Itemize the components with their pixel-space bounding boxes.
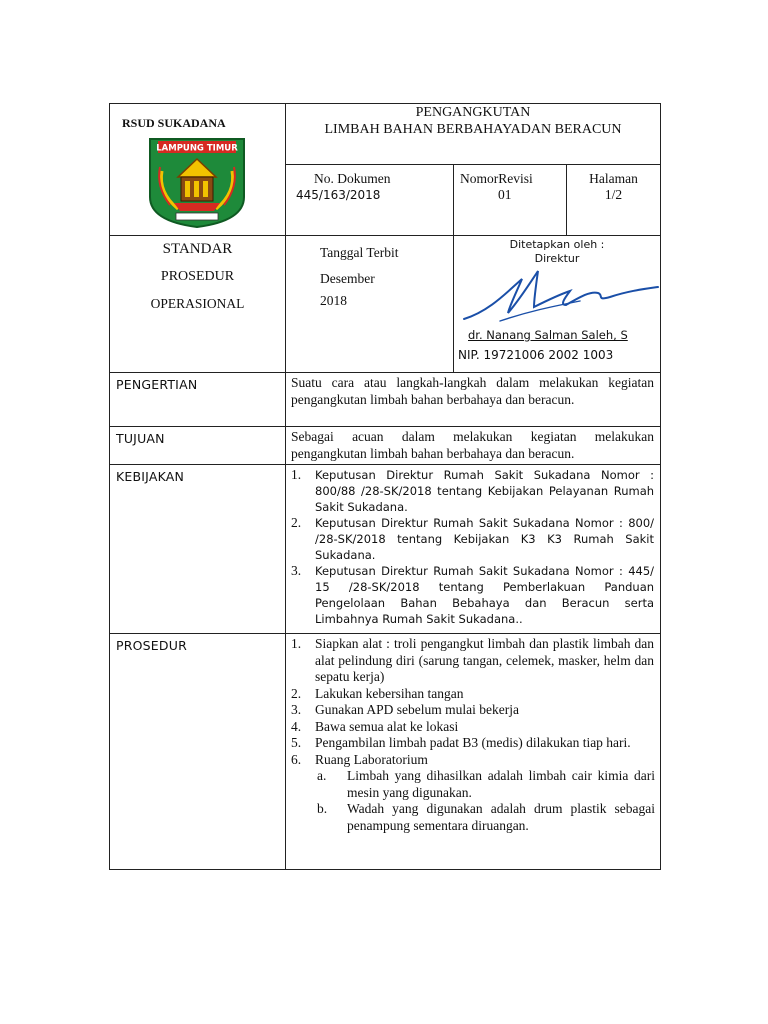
sop-operasional: OPERASIONAL [150, 296, 245, 311]
issue-date-cell [286, 236, 454, 373]
title-line-1: PENGANGKUTAN [415, 105, 531, 120]
issue-date-month: Desember [320, 271, 375, 286]
title-line-2: LIMBAH BAHAN BERBAHAYADAN BERACUN [324, 122, 622, 137]
prosedur-list [291, 636, 654, 768]
revision-value: 01 [498, 187, 512, 202]
issue-date-year: 2018 [320, 293, 347, 308]
list-item: 1. Keputusan Direktur Rumah Sakit Sukadana Nomor : 800/88 /28-SK/2018 tentang Kebijakan Pelayanan Rumah Sakit Sukadana. [291, 467, 655, 514]
doc-number-label: No. Dokumen [314, 171, 391, 186]
kebijakan-list [291, 467, 654, 627]
page-cell [567, 165, 661, 236]
revision-cell [454, 165, 567, 236]
list-item: 2. Keputusan Direktur Rumah Sakit Sukadana Nomor : 800/ /28-SK/2018 tentang Kebijakan K3 K3 Rumah Sakit Sukadana. [291, 515, 655, 562]
approver-title: Direktur [534, 252, 580, 265]
sop-label-cell [110, 236, 286, 373]
list-item: 1. Siapkan alat : troli pengangkut limbah dan plastik limbah dan alat pelindung diri (sarung tangan, celemek, masker, helm dan sepatu kerja) [291, 636, 655, 684]
list-item: 3. Keputusan Direktur Rumah Sakit Sukadana Nomor : 445/ 15 /28-SK/2018 tentang Pemberlakuan Panduan Pengelolaan Bahan Bebahaya dan Beracun serta Limbahnya Rumah Sakit Sukadana.. [291, 563, 655, 626]
list-item: 4. Bawa semua alat ke lokasi [291, 718, 459, 734]
kebijakan-label: KEBIJAKAN [110, 465, 286, 634]
sop-prosedur: PROSEDUR [160, 269, 235, 284]
approval-cell [454, 236, 661, 373]
lampung-timur-logo [148, 137, 285, 234]
prosedur-label: PROSEDUR [110, 634, 286, 870]
svg-text:LAMPUNG TIMUR: LAMPUNG TIMUR [156, 143, 238, 154]
prosedur-content [286, 634, 661, 870]
revision-label: NomorRevisi [460, 171, 533, 186]
issue-date-label: Tanggal Terbit [320, 245, 399, 260]
doc-number-cell [286, 165, 454, 236]
page-label: Halaman [589, 171, 638, 186]
director-signature [460, 261, 660, 331]
pengertian-text: Suatu cara atau langkah-langkah dalam melakukan kegiatan pengangkutan limbah bahan berbahaya dan beracun. [286, 373, 661, 427]
list-item: b. Wadah yang digunakan adalah drum plastik sebagai penampung sementara diruangan. [317, 801, 655, 833]
document-title [286, 104, 661, 165]
list-item: 3. Gunakan APD sebelum mulai bekerja [291, 702, 519, 717]
list-item: 5. Pengambilan limbah padat B3 (medis) dilakukan tiap hari. [291, 735, 631, 750]
signer-name: dr. Nanang Salman Saleh, S [468, 328, 628, 342]
sop-standar: STANDAR [162, 241, 233, 257]
tujuan-text: Sebagai acuan dalam melakukan kegiatan melakukan pengangkutan limbah bahan berbahaya dan beracun. [286, 427, 661, 465]
kebijakan-content [286, 465, 661, 634]
hospital-cell [110, 104, 286, 236]
approved-by-label: Ditetapkan oleh : [509, 238, 605, 251]
tujuan-label: TUJUAN [110, 427, 286, 465]
list-item: 2. Lakukan kebersihan tangan [291, 685, 464, 701]
list-item: a. Limbah yang dihasilkan adalah limbah cair kimia dari mesin yang digunakan. [317, 768, 655, 800]
pengertian-label: PENGERTIAN [110, 373, 286, 427]
hospital-name: RSUD SUKADANA [122, 116, 226, 130]
doc-number-value: 445/163/2018 [296, 188, 381, 202]
sop-table [109, 103, 661, 870]
prosedur-sub-list [315, 768, 655, 834]
page-value: 1/2 [604, 187, 623, 202]
list-item: 6. Ruang Laboratorium [291, 751, 428, 767]
signer-nip: NIP. 19721006 2002 1003 [458, 348, 614, 362]
